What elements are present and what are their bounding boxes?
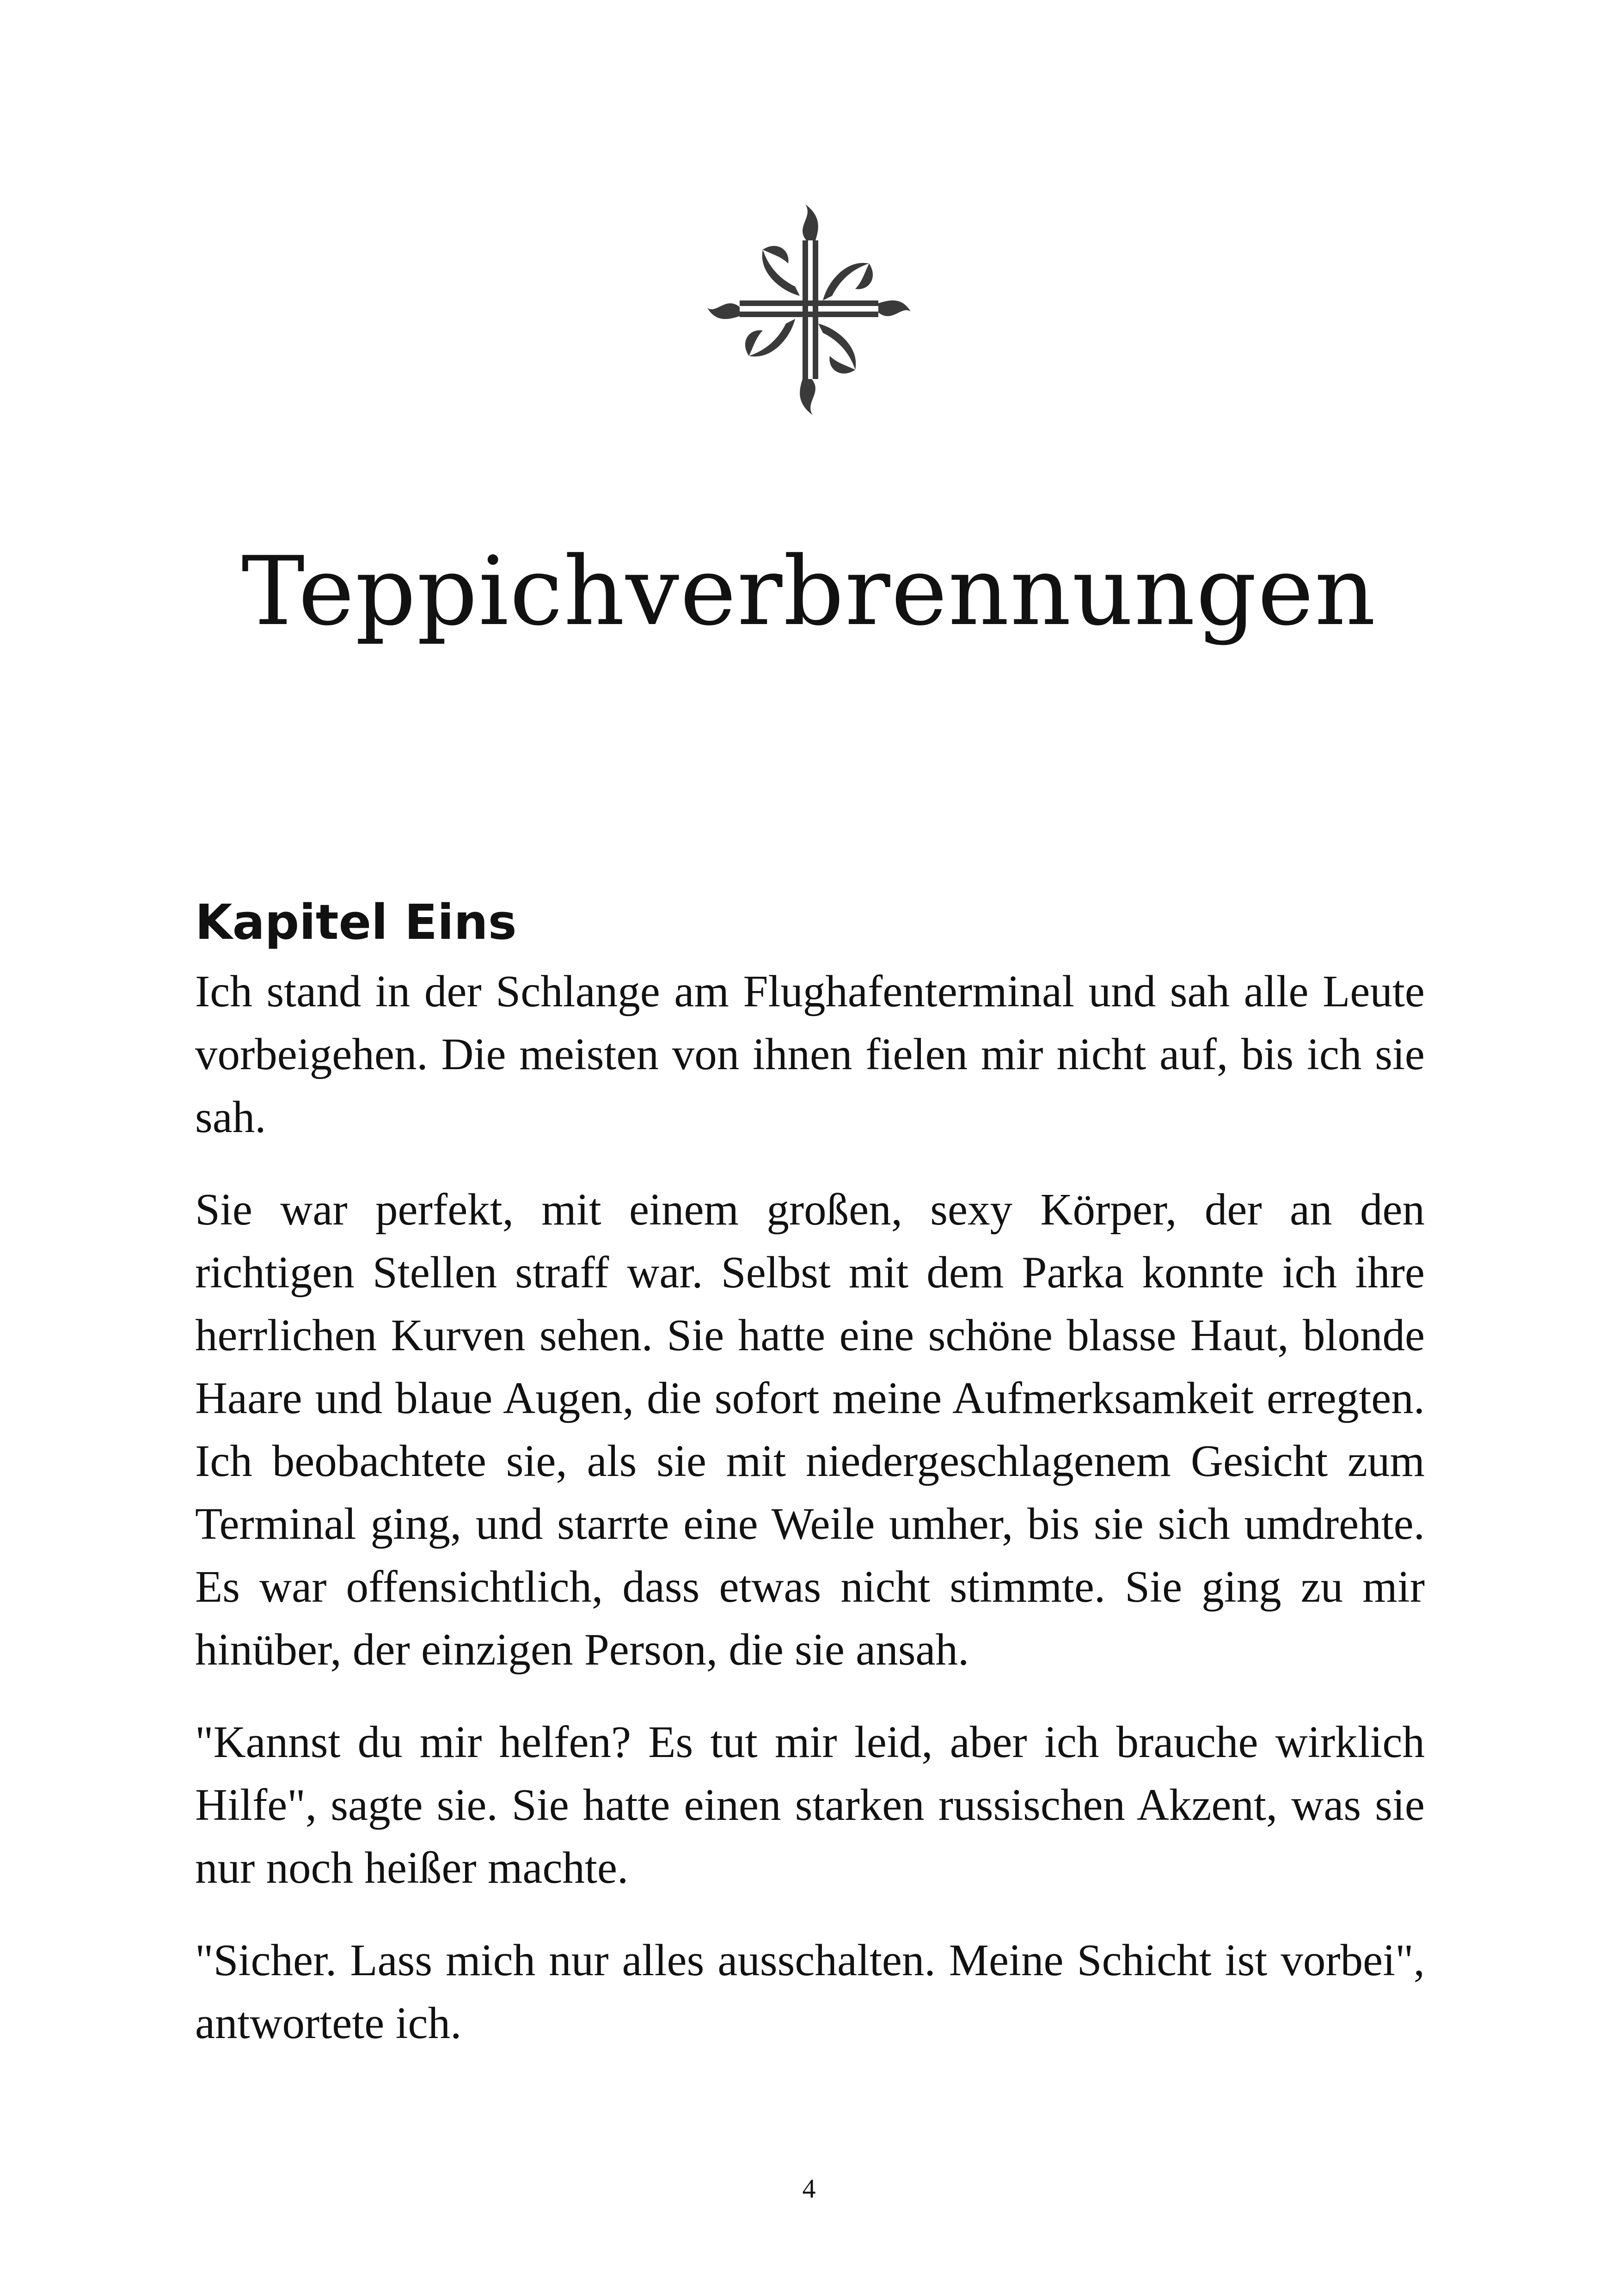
book-title: Teppichverbrennungen bbox=[241, 537, 1377, 647]
paragraph: "Kannst du mir helfen? Es tut mir leid, aber ich brauche wirklich Hilfe", sagte sie. Sie hatte einen starken russischen Akzent, was sie nur noch heißer machte. bbox=[195, 1717, 1425, 1892]
page-number: 4 bbox=[802, 2174, 816, 2204]
paragraph: Ich stand in der Schlange am Flughafenterminal und sah alle Leute vorbeigehen. Die meisten von ihnen fielen mir nicht auf, bis ich sie sah. bbox=[195, 967, 1425, 1142]
paragraph: Sie war perfekt, mit einem großen, sexy Körper, der an den richtigen Stellen straff war. Selbst mit dem Parka konnte ich ihre herrlichen Kurven sehen. Sie hatte eine schöne blasse Haut, blonde Haare und blaue Augen, die sofort meine Aufmerksamkeit erregten. Ich beobachtete sie, als sie mit niedergeschlagenem Gesicht zum Terminal ging, und starrte eine Weile umher, bis sie sich umdrehte. Es war offensichtlich, dass etwas nicht stimmte. Sie ging zu mir hinüber, der einzigen Person, die sie ansah. bbox=[195, 1185, 1425, 1674]
chapter-body bbox=[195, 890, 1425, 2084]
chapter-heading: Kapitel Eins bbox=[195, 894, 517, 950]
flourish-ornament-icon bbox=[707, 203, 911, 416]
paragraph: "Sicher. Lass mich nur alles ausschalten. Meine Schicht ist vorbei", antwortete ich. bbox=[195, 1935, 1425, 2048]
